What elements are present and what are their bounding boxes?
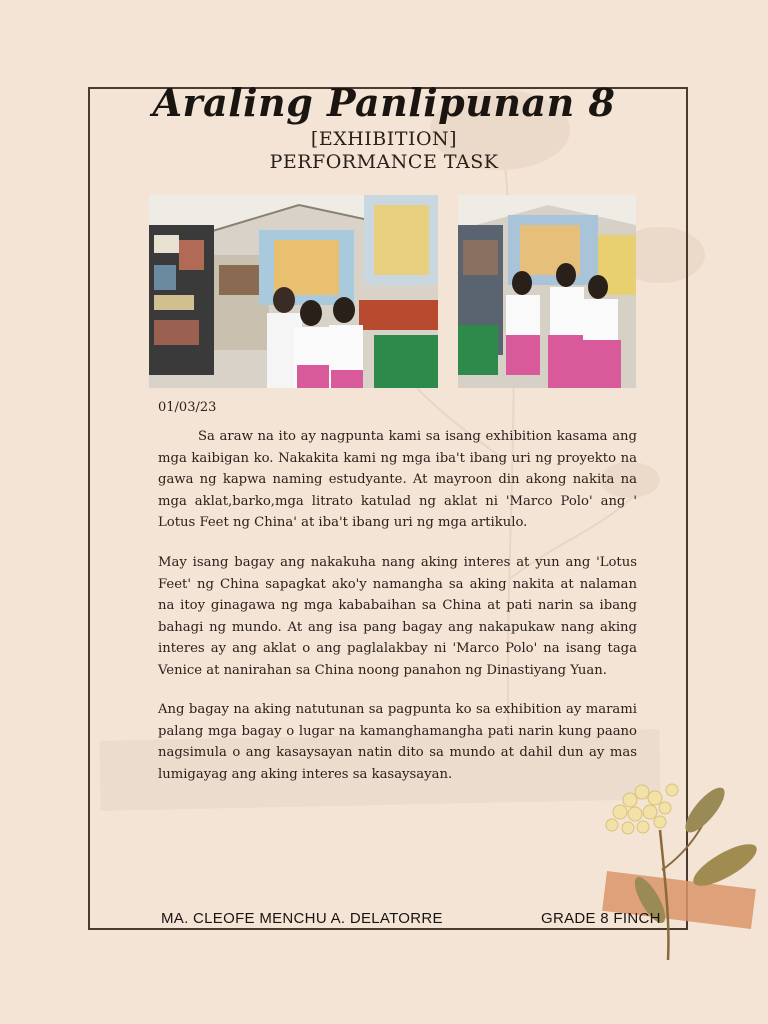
grade-section: GRADE 8 FINCH (541, 910, 661, 927)
entry-date: 01/03/23 (158, 400, 217, 415)
paragraph-3: Ang bagay na aking natutunan sa pagpunta ko sa exhibition ay marami palang mga bagay o lugar na kamanghamangha pati narin kung paano nagsimula o ang kasaysayan natin dito sa mundo at dahil dun ay mas lumigayag ang aking interes sa kasaysayan. (158, 702, 637, 782)
exhibition-photo-left (149, 195, 438, 388)
page-title: Araling Panlipunan 8 (152, 80, 616, 125)
subtitle-exhibition: [EXHIBITION] (310, 128, 458, 150)
exhibition-photo-right (458, 195, 636, 388)
student-name: MA. CLEOFE MENCHU A. DELATORRE (161, 910, 443, 927)
paragraph-2: May isang bagay ang nakakuha nang aking interes at yun ang 'Lotus Feet' ng China sapagkat ako'y namangha sa aking nakita at nalaman na itoy ginagawa ng mga kababaihan sa China at pati narin sa ibang bahagi ng mundo. At ang isa pang bagay ang nakapukaw nang aking interes ay ang aklat o ang paglalakbay ni 'Marco Polo' na isang taga Venice at nanirahan sa China noong panahon ng Dinastiyang Yuan. (158, 555, 637, 678)
dried-flower-illustration (590, 770, 760, 960)
paragraph-1: Sa araw na ito ay nagpunta kami sa isang exhibition kasama ang mga kaibigan ko. Nakakita kami ng mga iba't ibang uri ng proyekto na gawa ng kapwa naming estudyante. At mayroon din akong nakita na mga aklat,barko,mga litrato katulad ng aklat ni 'Marco Polo' ang ' Lotus Feet ng China' at iba't ibang uri ng mga artikulo. (158, 429, 637, 530)
subtitle-performance-task: PERFORMANCE TASK (269, 151, 499, 173)
